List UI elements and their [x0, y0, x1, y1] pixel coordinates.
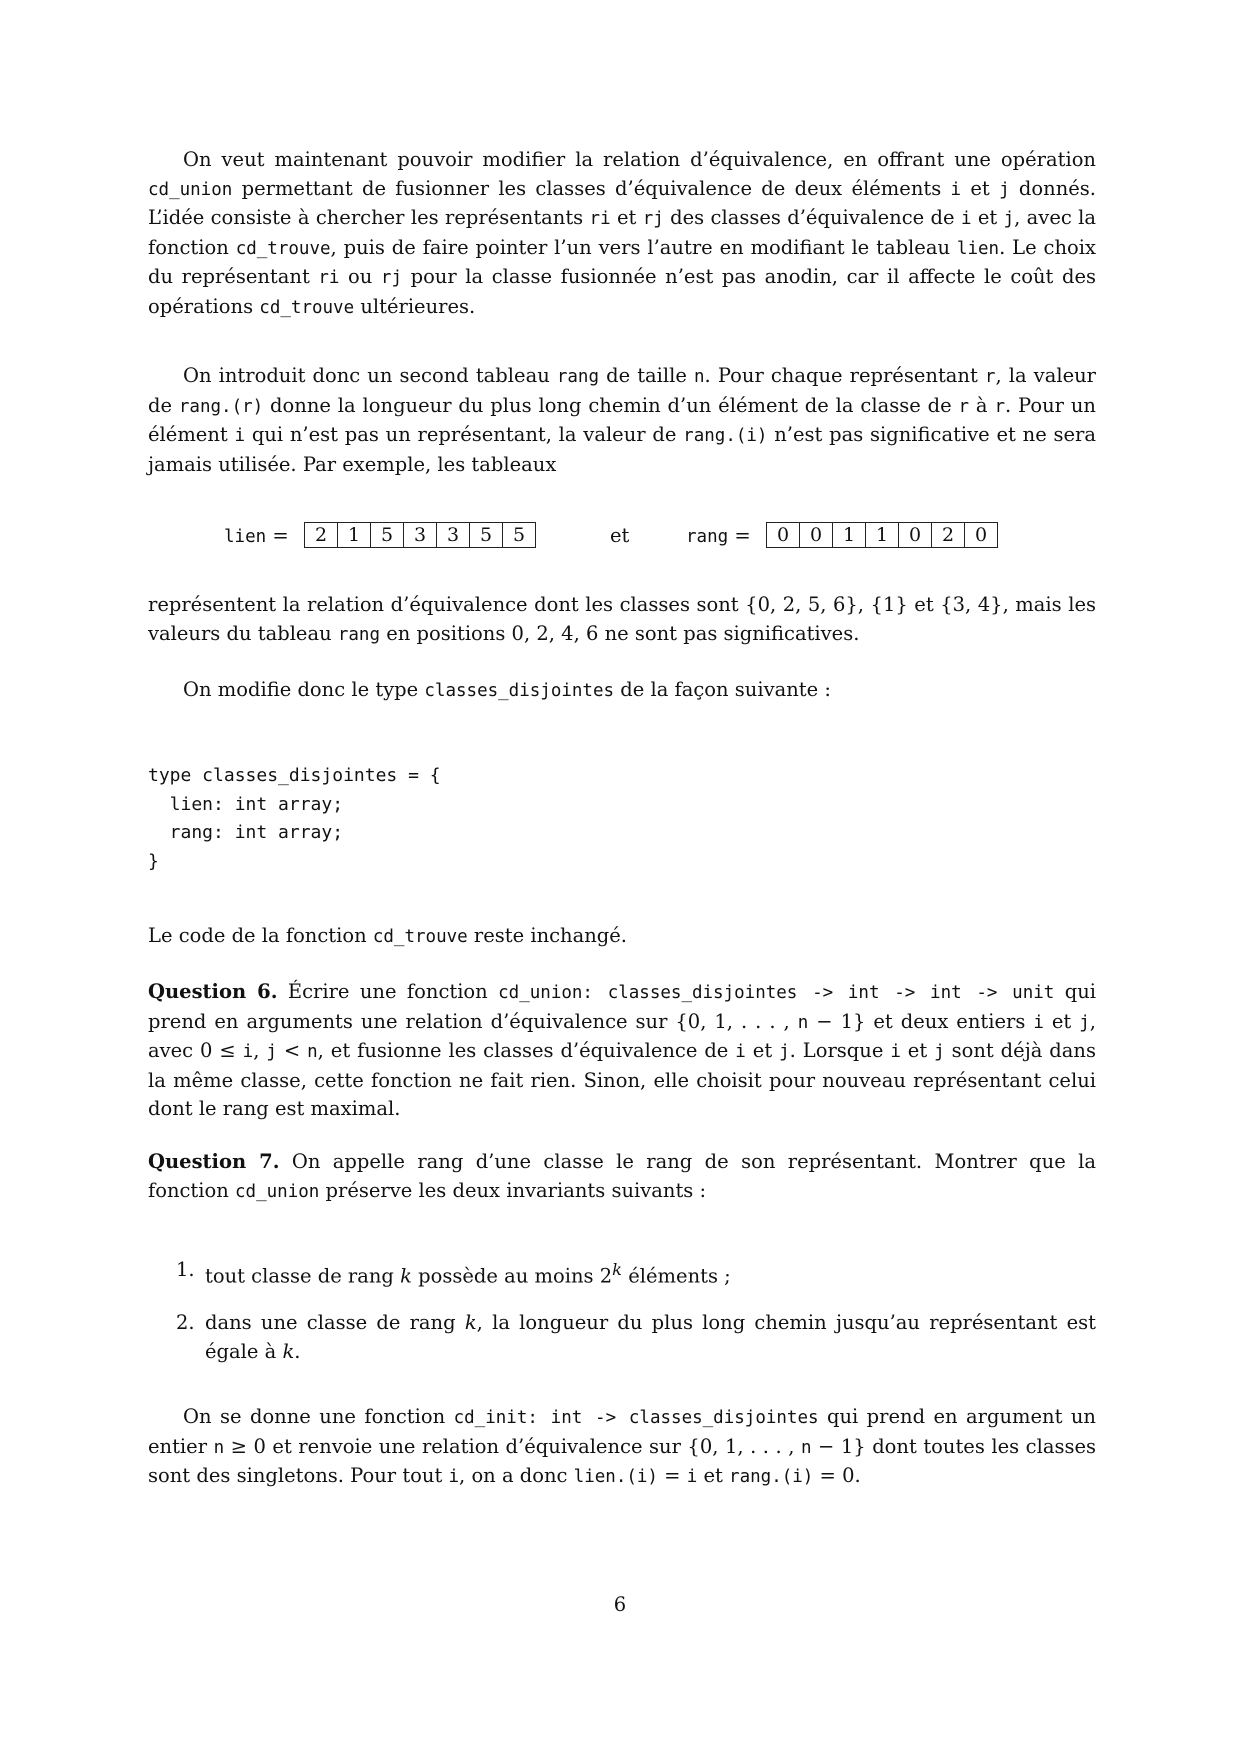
- code-inline: lien: [956, 238, 1000, 259]
- text: ou: [339, 265, 381, 289]
- text: ≥ 0 et renvoie une relation d’équivalence sur {0, 1, . . . ,: [224, 1434, 801, 1458]
- lien-cell: 2: [305, 523, 338, 548]
- code-inline: n: [800, 1437, 812, 1458]
- text: , la longueur du plus long chemin jusqu’au représentant est égale à: [205, 1311, 1096, 1363]
- lien-cell: 5: [503, 523, 536, 548]
- code-inline: rang: [337, 624, 381, 645]
- text: et: [961, 176, 1000, 200]
- paragraph-cd-init: [148, 1403, 1096, 1492]
- text: <: [276, 1039, 308, 1063]
- text: , puis de faire pointer l’un vers l’autre en modifiant le tableau: [330, 235, 957, 259]
- lien-array-label: [224, 524, 289, 547]
- code-inline: n: [307, 1042, 318, 1063]
- text: . Pour chaque représentant: [704, 364, 985, 387]
- code-inline: n: [213, 1437, 225, 1458]
- lien-cell: 3: [404, 523, 437, 548]
- code-inline: j: [934, 1042, 945, 1063]
- math-var: k: [464, 1311, 477, 1335]
- question-title: Question 7.: [148, 1150, 280, 1173]
- text: et: [697, 1464, 730, 1488]
- text: dans une classe de rang: [205, 1311, 465, 1335]
- equals-sign: =: [728, 524, 751, 547]
- lien-cell: 5: [371, 523, 404, 548]
- text: On appelle rang d’une classe le rang de son représentant. Montrer que la fonction: [148, 1150, 1097, 1202]
- code-inline: classes_disjointes: [424, 681, 615, 701]
- rang-cell: 2: [932, 523, 965, 548]
- paragraph-rang-intro: [148, 362, 1096, 479]
- text: = 0.: [813, 1464, 861, 1488]
- list-item: [148, 1309, 1096, 1366]
- text: − 1} dont toutes les classes sont des singletons. Pour tout: [148, 1434, 1097, 1488]
- list-number: 2.: [176, 1311, 195, 1335]
- text: ultérieures.: [354, 294, 476, 318]
- text: Écrire une fonction: [277, 980, 499, 1003]
- text: donne la longueur du plus long chemin d’un élément de la classe de: [263, 393, 959, 417]
- text: , on a donc: [459, 1464, 574, 1488]
- text: On introduit donc un second tableau: [183, 364, 557, 387]
- rang-array: [766, 522, 998, 548]
- code-inline: i: [242, 1042, 254, 1063]
- text: et: [745, 1039, 780, 1063]
- text: tout classe de rang: [205, 1264, 401, 1288]
- code-inline: j: [999, 179, 1010, 200]
- rang-cell: 0: [767, 523, 800, 548]
- paragraph-type-change: [148, 676, 1096, 706]
- code-inline: cd_union: [148, 179, 233, 200]
- text: qui prend en arguments une relation d’équivalence sur {0, 1, . . . ,: [148, 980, 1097, 1033]
- lien-array: [304, 522, 536, 548]
- code-inline: rang.(r): [178, 396, 264, 417]
- text: ,: [253, 1039, 267, 1063]
- code-inline: cd_init: int -> classes_disjointes: [453, 1408, 819, 1428]
- text: pour la classe fusionnée n’est pas anodin, car il affecte le coût des opérations: [148, 265, 1096, 318]
- rang-cell: 1: [833, 523, 866, 548]
- list-number: 1.: [176, 1258, 195, 1281]
- text: Le code de la fonction: [148, 924, 373, 947]
- text: , la valeur de: [148, 364, 1096, 417]
- code-inline: n: [694, 367, 705, 387]
- code-inline: i: [448, 1467, 460, 1488]
- code-inline: rj: [642, 209, 664, 230]
- text: . Le choix du représentant: [148, 235, 1096, 289]
- text: des classes d’équivalence de: [663, 206, 961, 230]
- text: n’est pas significative et ne sera jamais utilisée. Par exemple, les tableaux: [148, 423, 1096, 476]
- code-inline: n: [797, 1012, 809, 1033]
- code-inline: j: [1079, 1012, 1090, 1033]
- code-inline: rj: [380, 268, 402, 289]
- code-inline: cd_union: [235, 1181, 320, 1202]
- text: en positions 0, 2, 4, 6 ne sont pas significatives.: [380, 621, 860, 645]
- array-example: [148, 522, 1096, 554]
- code-inline: j: [779, 1042, 790, 1063]
- text: éléments ;: [622, 1264, 731, 1288]
- text: donnés. L’idée consiste à chercher les représentants: [148, 176, 1096, 230]
- code-inline: cd_trouve: [372, 927, 468, 947]
- question-title: Question 6.: [148, 980, 278, 1003]
- text: qui n’est pas un représentant, la valeur de: [245, 423, 684, 447]
- code-inline: i: [234, 426, 246, 447]
- text: On se donne une fonction: [183, 1405, 454, 1428]
- text: et: [1043, 1009, 1080, 1033]
- code-inline: cd_union: classes_disjointes -> int -> int -> unit: [498, 983, 1055, 1003]
- text: , avec 0 ≤: [148, 1009, 1096, 1063]
- code-block-type-definition: type classes_disjointes = { lien: int array; rang: int array; }: [148, 765, 441, 872]
- lien-cell: 1: [338, 523, 371, 548]
- equals-sign: =: [266, 524, 289, 547]
- text: représentent la relation d’équivalence dont les classes sont {0, 2, 5, 6}, {1} et {3, 4}, mais les valeurs du tableau: [148, 593, 1096, 645]
- text: . Lorsque: [789, 1039, 891, 1063]
- rang-array-label: [686, 524, 751, 547]
- code-inline: lien: [224, 527, 267, 547]
- lien-cell: 5: [470, 523, 503, 548]
- text: qui prend en argument un entier: [148, 1405, 1096, 1458]
- paragraph-classes-example: [148, 591, 1096, 649]
- math-var: k: [282, 1339, 295, 1363]
- question-7: [148, 1148, 1096, 1206]
- text: à: [969, 393, 995, 417]
- paragraph-intro-union: [148, 146, 1096, 323]
- invariants-list: [148, 1256, 1096, 1384]
- code-inline: rang.(i): [729, 1467, 814, 1488]
- paragraph-cd-trouve: [148, 922, 1096, 952]
- rang-cell: 0: [899, 523, 932, 548]
- text: de taille: [599, 364, 694, 387]
- text: , avec la fonction: [148, 206, 1097, 259]
- text: − 1} et deux entiers: [808, 1009, 1034, 1033]
- code-inline: rang.(i): [683, 426, 768, 447]
- code-inline: ri: [589, 209, 611, 230]
- text: On veut maintenant pouvoir modifier la relation d’équivalence, en offrant une opération: [183, 148, 1096, 171]
- math-var: k: [400, 1264, 412, 1288]
- text: préserve les deux invariants suivants :: [319, 1178, 707, 1202]
- page-number: 6: [613, 1593, 627, 1616]
- text: reste inchangé.: [467, 924, 628, 947]
- code-inline: i: [1033, 1012, 1044, 1033]
- text: . Pour un élément: [148, 393, 1096, 447]
- code-inline: i: [960, 209, 972, 230]
- code-inline: i: [686, 1467, 698, 1488]
- question-6: [148, 978, 1096, 1124]
- text: de la façon suivante :: [614, 678, 831, 701]
- text: .: [294, 1339, 301, 1363]
- code-inline: cd_trouve: [235, 238, 331, 259]
- conjunction-et: et: [610, 524, 630, 547]
- rang-cell: 0: [800, 523, 833, 548]
- text: , et fusionne les classes d’équivalence de: [317, 1039, 736, 1063]
- math-exponent: k: [612, 1260, 623, 1279]
- text: et: [971, 206, 1004, 230]
- code-inline: r: [984, 367, 996, 387]
- rang-cell: 1: [866, 523, 899, 548]
- code-inline: j: [266, 1042, 277, 1063]
- code-inline: i: [950, 179, 962, 200]
- code-inline: lien.(i): [573, 1467, 658, 1488]
- code-inline: r: [994, 396, 1005, 417]
- code-inline: rang: [556, 367, 599, 387]
- text: possède au moins 2: [411, 1264, 613, 1288]
- rang-cell: 0: [965, 523, 998, 548]
- text: et: [900, 1039, 935, 1063]
- code-inline: r: [958, 396, 970, 417]
- code-inline: cd_trouve: [259, 297, 355, 318]
- code-inline: ri: [318, 268, 340, 289]
- text: et: [610, 206, 643, 230]
- code-inline: i: [735, 1042, 746, 1063]
- code-inline: rang: [686, 527, 729, 547]
- text: permettant de fusionner les classes d’équivalence de deux éléments: [232, 176, 951, 200]
- list-item: [148, 1256, 1096, 1291]
- code-inline: j: [1003, 209, 1015, 230]
- text: On modifie donc le type: [183, 678, 425, 701]
- text: sont déjà dans la même classe, cette fonction ne fait rien. Sinon, elle choisit pour nouveau représentant celui dont le rang est maximal.: [148, 1039, 1096, 1121]
- code-inline: i: [890, 1042, 901, 1063]
- text: =: [657, 1464, 687, 1488]
- lien-cell: 3: [437, 523, 470, 548]
